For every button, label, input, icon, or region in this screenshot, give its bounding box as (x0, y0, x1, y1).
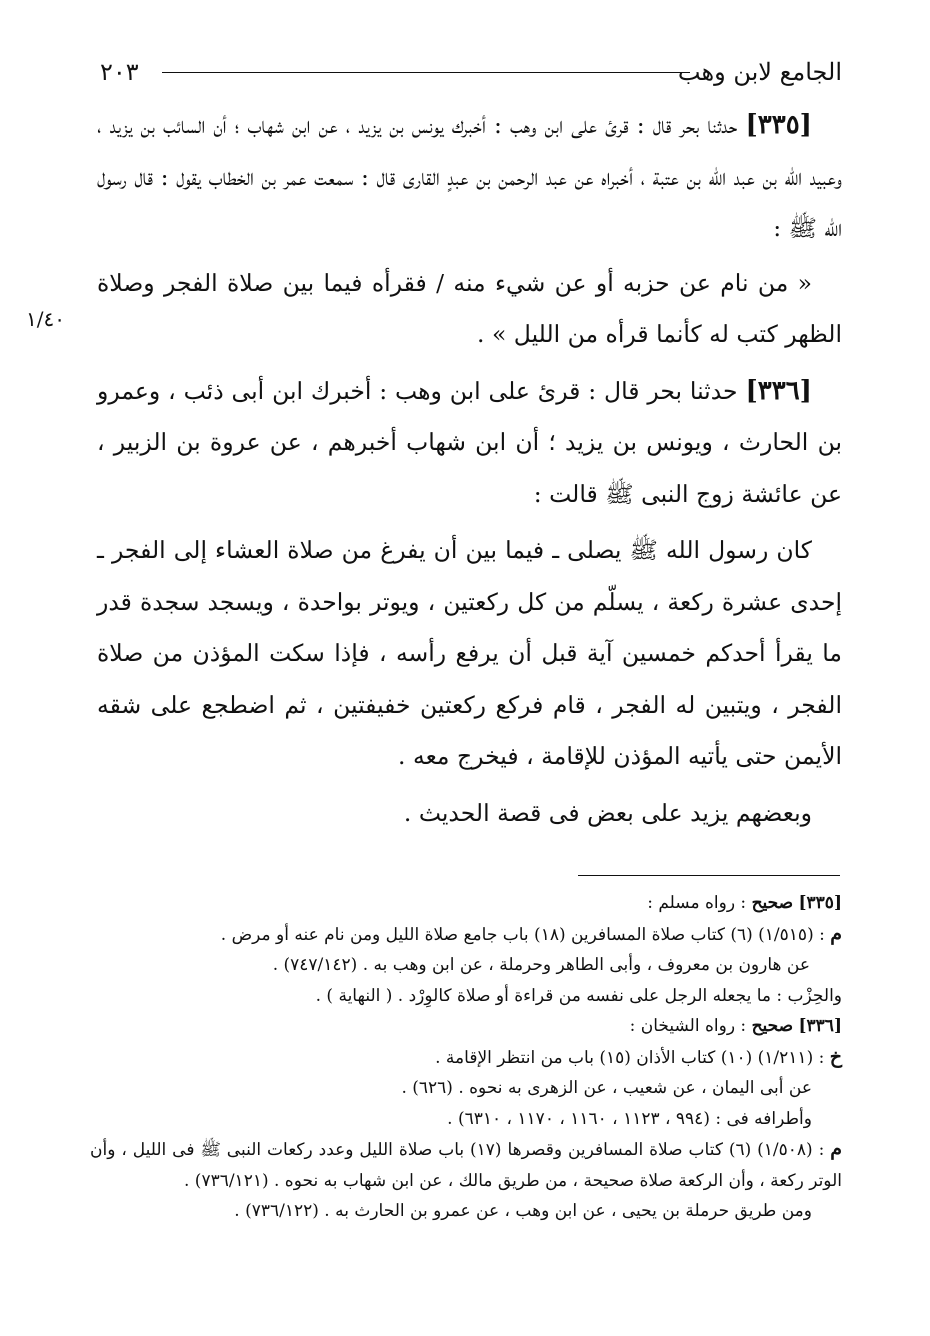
footnote-336-head (90, 1011, 842, 1042)
isnad-text: حدثنا بحر قال : قرئ على ابن وهب : أخبرك ابن أبى ذئب ، وعمرو بن الحارث ، ويونس بن يزيد ؛ أن ابن شهاب أخبرهم ، عن عروة بن الزبير ، عن عائشة زوج النبى ﷺ قالت : (97, 376, 842, 508)
footnote-336-line: ومن طريق حرملة بن يحيى ، عن ابن وهب ، عن عمرو بن الحارث به . (٧٣٦/١٢٢) . (234, 1201, 812, 1221)
footnote-text: : (١/٢١١) (١٠) كتاب الأذان (١٥) باب من انتظر الإقامة . (435, 1047, 825, 1068)
footnote-336-line (90, 1042, 842, 1074)
hadith-336-closing: وبعضهم يزيد على بعض فى قصة الحديث . (403, 798, 812, 827)
page-header (100, 52, 842, 92)
footnote-grade: صحيح (751, 893, 794, 913)
main-text (97, 100, 842, 839)
hadith-number: [٣٣٦] (745, 375, 812, 406)
footnote-335-line: والحِزْب : ما يجعله الرجل على نفسه من قراءة أو صلاة كالوِرْد . ( النهاية ) . (315, 985, 842, 1006)
footnote-grade: صحيح (751, 1016, 794, 1036)
hadith-335-isnad (97, 100, 842, 255)
footnote-source: : رواه مسلم : (647, 893, 747, 913)
footnote-number: [٣٣٥] (798, 893, 842, 913)
page-number: ٢٠٣ (100, 58, 139, 86)
footnote-335-line (90, 919, 842, 951)
footnote-label: خ (829, 1045, 842, 1068)
hadith-335-matn: « من نام عن حزبه أو عن شيء منه / فقرأه فيما بين صلاة الفجر وصلاة الظهر كتب له كأنما قرأه من الليل » . (97, 268, 842, 348)
footnotes (90, 888, 842, 1227)
footnote-text: : (١/٥١٥) (٦) كتاب صلاة المسافرين (١٨) باب جامع صلاة الليل ومن نام عنه أو مرض . (220, 924, 825, 945)
hadith-336-matn: كان رسول الله ﷺ يصلى ـ فيما بين أن يفرغ من صلاة العشاء إلى الفجر ـ إحدى عشرة ركعة ، يسلّم من كل ركعتين ، ويوتر بواحدة ، ويسجد سجدة قدر ما يقرأ أحدكم خمسين آية قبل أن يرفع رأسه ، فإذا سكت المؤذن من صلاة الفجر ، ويتبين له الفجر ، قام فركع ركعتين خفيفتين ، ثم اضطجع على شقه الأيمن حتى يأتيه المؤذن للإقامة ، فيخرج معه . (97, 536, 842, 770)
footnote-336-line: عن أبى اليمان ، عن شعيب ، عن الزهرى به نحوه . (٦٢٦) . (401, 1078, 812, 1098)
footnote-source: : رواه الشيخان : (629, 1016, 747, 1036)
footnote-335-head (90, 888, 842, 919)
header-rule (162, 72, 690, 73)
footnote-label: م (830, 922, 842, 945)
margin-note: ١/٤٠ (26, 307, 65, 331)
running-title: الجامع لابن وهب (677, 58, 842, 86)
hadith-number: [٣٣٥] (745, 110, 812, 140)
footnote-336-line: وأطرافه فى : (٩٩٤ ، ١١٢٣ ، ١١٦٠ ، ١١٧٠ ، ٦٣١٠) . (447, 1108, 812, 1129)
footnote-335-line: عن هارون بن معروف ، وأبى الطاهر وحرملة ، عن ابن وهب به . (٧٤٧/١٤٢) . (272, 955, 810, 975)
hadith-336-isnad (97, 366, 842, 521)
footnote-number: [٣٣٦] (798, 1016, 842, 1036)
footnote-label: م (830, 1138, 842, 1160)
footnote-rule (578, 875, 840, 876)
isnad-text: حدثنا بحر قال : قرئ على ابن وهب : أخبرك يونس بن يزيد ، عن ابن شهاب ؛ أن السائب بن يزيد ، وعبيد الله بن عبد الله بن عتبة ، أخبراه عن عبد الرحمن بن عبدٍ القارى قال : سمعت عمر بن الخطاب يقول : قال رسول الله ﷺ : (97, 111, 842, 242)
footnote-text: : (١/٥٠٨) (٦) كتاب صلاة المسافرين وقصرها (١٧) باب صلاة الليل وعدد ركعات النبى ﷺ فى الليل ، وأن الوتر ركعة ، وأن الركعة صلاة صحيحة ، من طريق مالك ، عن ابن شهاب به نحوه . (٧٣٦/١٢١) . (90, 1140, 842, 1191)
footnote-336-line (90, 1134, 842, 1196)
